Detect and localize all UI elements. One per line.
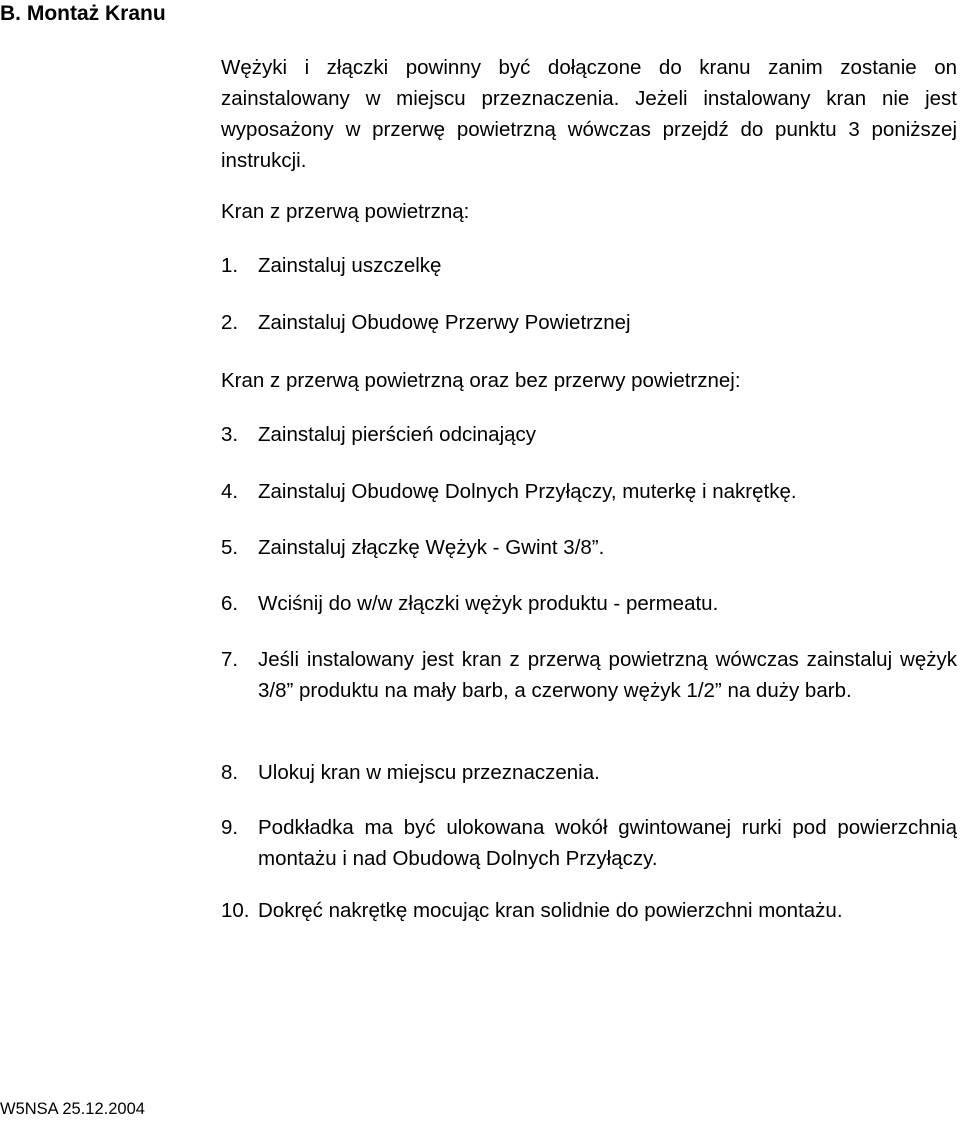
- step-number: 9.: [221, 816, 239, 839]
- step-item: [221, 532, 957, 563]
- section-title: B. Montaż Kranu: [0, 2, 166, 25]
- step-text: Jeśli instalowany jest kran z przerwą powietrzną wówczas zainstaluj wężyk 3/8” produktu na mały barb, a czerwony wężyk 1/2” na duży barb.: [258, 648, 957, 702]
- step-text: Wciśnij do w/w złączki wężyk produktu - permeatu.: [258, 592, 719, 615]
- step-text: Ulokuj kran w miejscu przeznaczenia.: [258, 761, 600, 784]
- step-text: Zainstaluj Obudowę Przerwy Powietrznej: [258, 311, 631, 334]
- step-item: [221, 419, 957, 450]
- step-number: 3.: [221, 423, 239, 446]
- step-text: Podkładka ma być ulokowana wokół gwintowanej rurki pod powierzchnią montażu i nad Obudową Dolnych Przyłączy.: [258, 816, 957, 870]
- step-text: Zainstaluj uszczelkę: [258, 254, 442, 277]
- step-number: 1.: [221, 254, 239, 277]
- step-item: [221, 588, 957, 619]
- intro-paragraph: Wężyki i złączki powinny być dołączone do kranu zanim zostanie on zainstalowany w miejscu przeznaczenia. Jeżeli instalowany kran nie jest wyposażony w przerwę powietrzną wówczas przejdź do punktu 3 poniższej instrukcji.: [221, 56, 957, 172]
- step-text: Zainstaluj złączkę Wężyk - Gwint 3/8”.: [258, 536, 605, 559]
- step-item: [221, 307, 957, 338]
- step-number: 4.: [221, 480, 239, 503]
- subheading-both: Kran z przerwą powietrzną oraz bez przerwy powietrznej:: [221, 369, 741, 392]
- step-item: [221, 812, 957, 874]
- subheading-air-gap: Kran z przerwą powietrzną:: [221, 200, 470, 223]
- step-item: [221, 757, 957, 788]
- step-item: [221, 250, 957, 281]
- step-number: 6.: [221, 592, 239, 615]
- document-footer: W5NSA 25.12.2004: [0, 1100, 145, 1118]
- step-text: Zainstaluj pierścień odcinający: [258, 423, 537, 446]
- step-number: 7.: [221, 648, 239, 671]
- step-number: 10.: [221, 899, 250, 922]
- step-text: Zainstaluj Obudowę Dolnych Przyłączy, muterkę i nakrętkę.: [258, 480, 797, 503]
- step-text: Dokręć nakrętkę mocując kran solidnie do powierzchni montażu.: [258, 899, 843, 922]
- step-item: [221, 476, 957, 507]
- step-number: 2.: [221, 311, 239, 334]
- step-item: [221, 895, 957, 926]
- step-number: 8.: [221, 761, 239, 784]
- step-item: [221, 644, 957, 706]
- step-number: 5.: [221, 536, 239, 559]
